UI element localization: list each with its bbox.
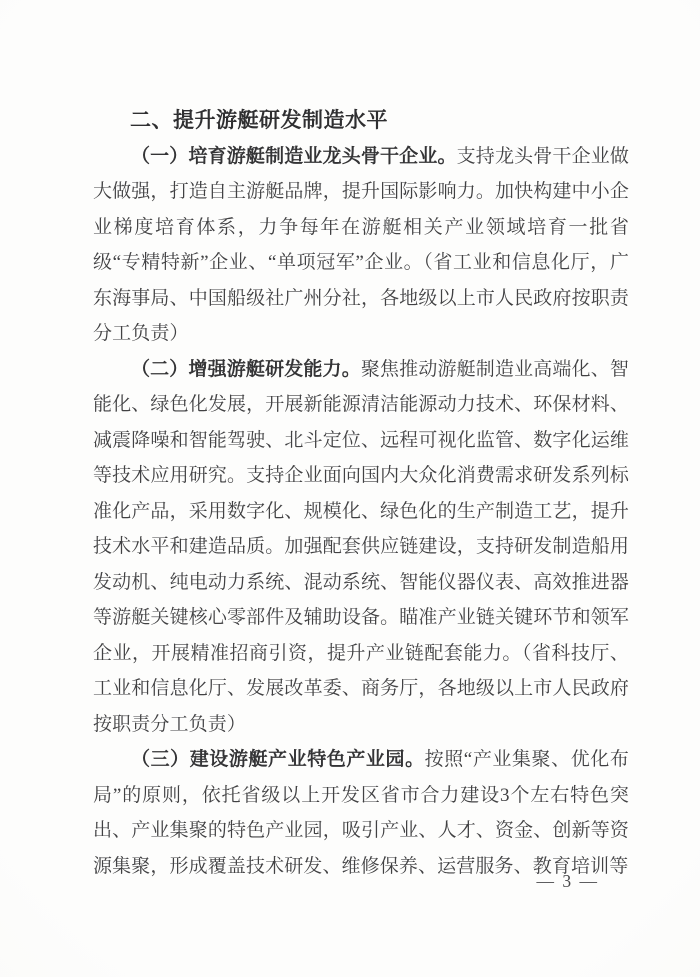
- paragraph-2-body: 聚焦推动游艇制造业高端化、智能化、绿色化发展，开展新能源清洁能源动力技术、环保材料、减震降噪和智能驾驶、北斗定位、远程可视化监管、数字化运维等技术应用研究。支持企业面向国内大众化消费需求研发系列标准化产品，采用数字化、规模化、绿色化的生产制造工艺，提升技术水平和建造品质。加强配套供应链建设，支持研发制造船用发动机、纯电动力系统、混动系统、智能仪器仪表、高效推进器等游艇关键核心零部件及辅助设备。瞄准产业链关键环节和领军企业，开展精准招商引资，提升产业链配套能力。（省科技厅、工业和信息化厅、发展改革委、商务厅，各地级以上市人民政府按职责分工负责）: [93, 358, 629, 735]
- section-heading: 二、提升游艇研发制造水平: [130, 108, 388, 132]
- paragraph-3: [93, 742, 629, 884]
- document-content: [93, 103, 629, 884]
- paragraph-1-body: 支持龙头骨干企业做大做强，打造自主游艇品牌，提升国际影响力。加快构建中小企业梯度培育体系，力争每年在游艇相关产业领域培育一批省级“专精特新”企业、“单项冠军”企业。（省工业和信息化厅，广东海事局、中国船级社广州分社，各地级以上市人民政府按职责分工负责）: [93, 145, 629, 344]
- paragraph-3-lead: （三）建设游艇产业特色产业园。: [131, 749, 425, 770]
- page-number: — 3 —: [536, 871, 599, 891]
- paragraph-2-lead: （二）增强游艇研发能力。: [131, 358, 361, 380]
- paragraph-1: [93, 139, 629, 352]
- paragraph-3-body: 按照“产业集聚、优化布局”的原则，依托省级以上开发区省市合力建设3个左右特色突出、产业集聚的特色产业园，吸引产业、人才、资金、创新等资源集聚，形成覆盖技术研发、维修保养、运营服务、教育培训等: [93, 749, 629, 877]
- paragraph-1-lead: （一）培育游艇制造业龙头骨干企业。: [131, 145, 457, 167]
- paragraph-2: [93, 352, 629, 743]
